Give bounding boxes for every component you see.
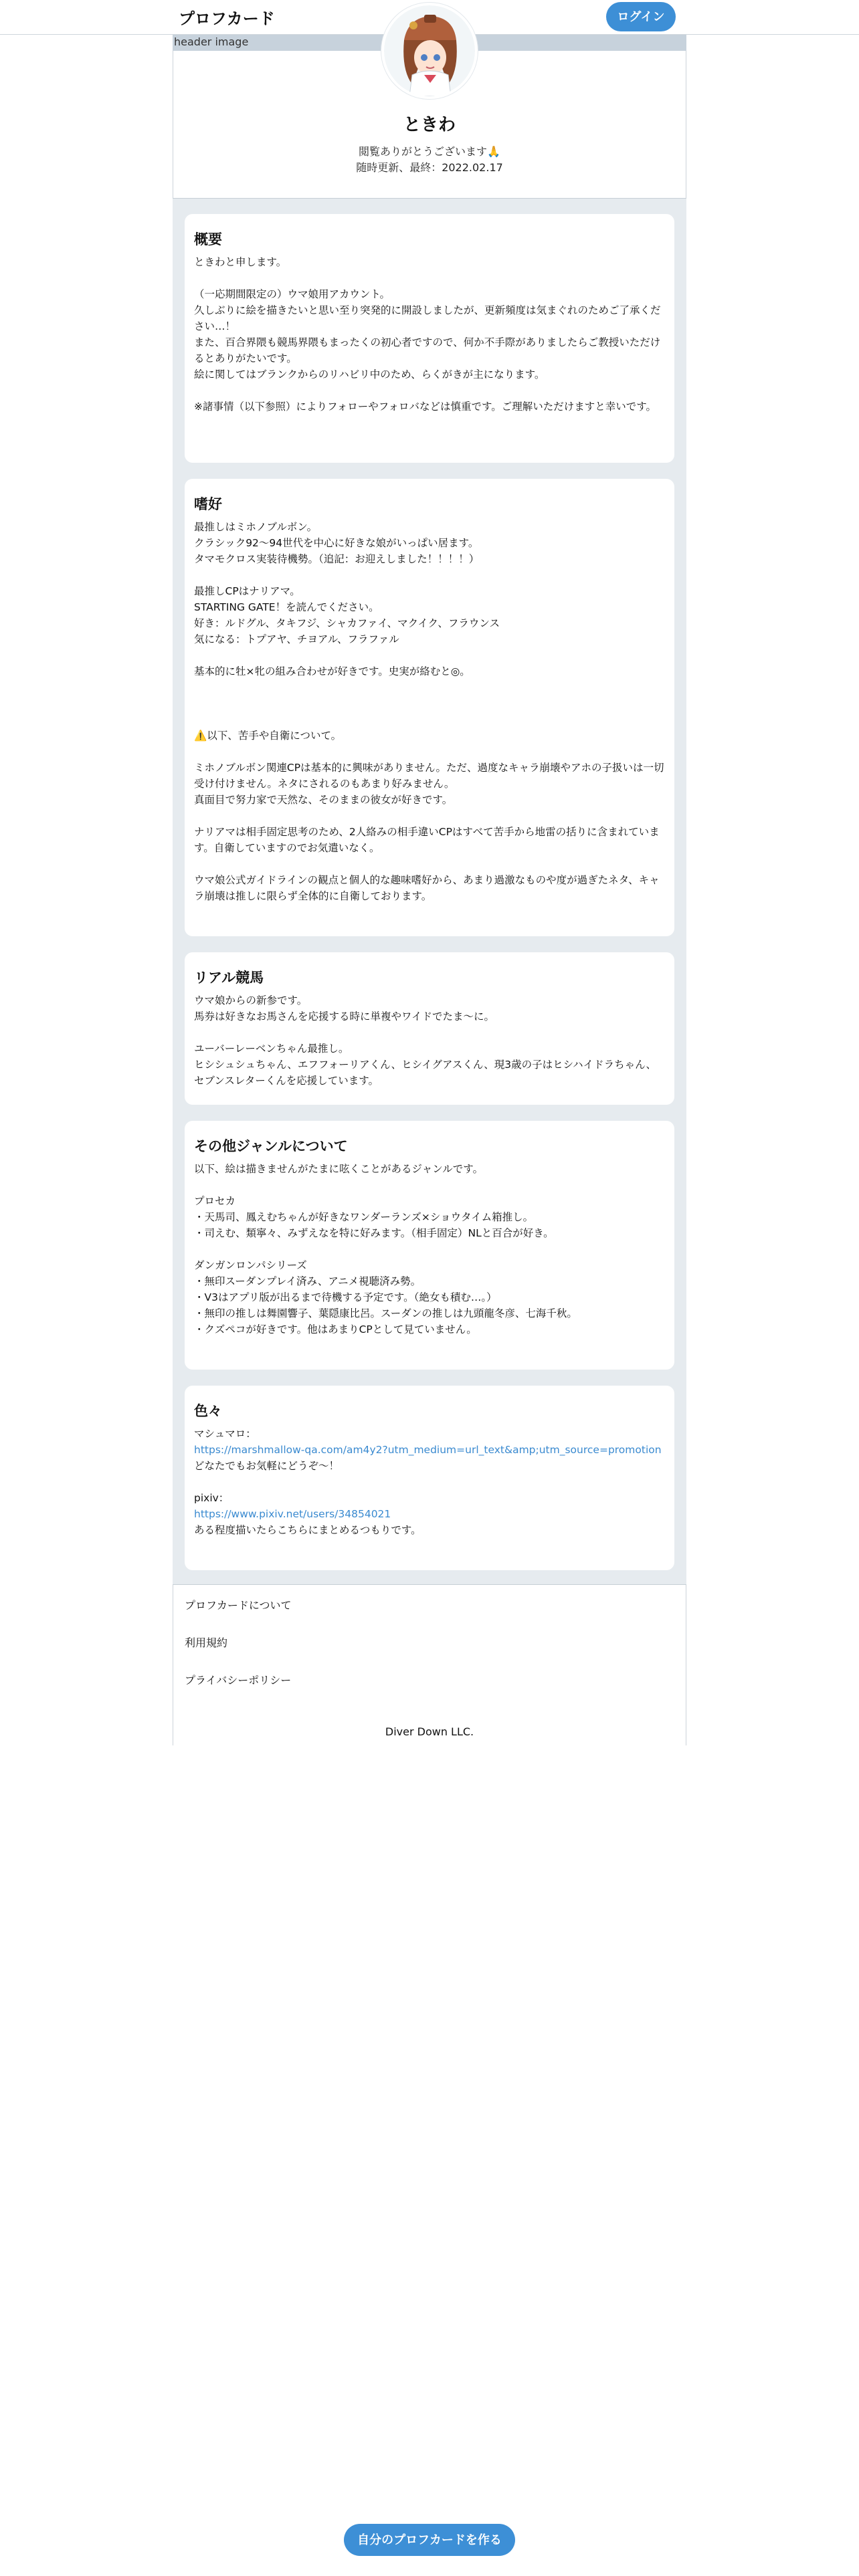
app-title[interactable]: プロフカード [179,9,275,28]
section-title: その他ジャンルについて [194,1138,348,1154]
spacer [194,1474,665,1490]
section-misc [185,1386,674,1570]
anime-girl-avatar-icon [384,5,475,96]
section-title: 色々 [194,1403,222,1419]
section-title: リアル競馬 [194,970,264,986]
section-body: 以下、絵は描きませんがたまに呟くことがあるジャンルです。 プロセカ ・天馬司、鳳えむちゃんが好きなワンダーランズ×ショウタイム箱推し。 ・司えむ、類寧々、みずえなを特に好みます。（相手固定）NLと百合が好き。 ダンガンロンパシリーズ ・無印スーダンプレイ済み、アニメ視聴済み勢。 ・V3はアプリ版が出るまで待機する予定です。（絶女も積む…。） ・無印の推しは舞園響子、葉隠康比呂。スーダンの推しは九頭龍冬彦、七海千秋。 ・クズペコが好きです。他はあまりCPとして見ていません。 [194,1163,577,1335]
login-button[interactable]: ログイン [606,2,676,31]
section-body: ウマ娘からの新参です。 馬券は好きなお馬さんを応援する時に単複やワイドでたま〜に。 ユーバーレーベンちゃん最推し。 ヒシシュシュちゃん、エフフォーリアくん、ヒシイグアスくん、現3歳の子はヒシハイドラちゃん、セブンスレターくんを応援しています。 [194,994,657,1087]
section-title: 嗜好 [194,496,222,512]
marshmallow-label: マシュマロ： [194,1428,256,1440]
section-real-racing [185,952,674,1105]
profile-update-date: 随時更新、最終：2022.02.17 [356,161,503,174]
marshmallow-link[interactable]: https://marshmallow-qa.com/am4y2?utm_medium=url_text&amp;utm_source=promotion [194,1444,662,1456]
profile-name: ときわ [403,115,456,135]
section-overview [185,214,674,463]
section-body: 最推しはミホノブルボン。 クラシック92〜94世代を中心に好きな娘がいっぱい居ます。 タマモクロス実装待機勢。（追記：お迎えしました！！！！） 最推しCPはナリアマ。 STARTING GATE！を読んでください。 好き：ルドグル、タキフジ、シャカファイ、マクイク、フラウンス 気になる：トプアヤ、チヨアル、フラファル 基本的に牡×牝の組み合わせが好きです。史実が絡むと◎。 ⚠️以下、苦手や自衛について。 ミホノブルボン関連CPは基本的に興味がありません。ただ、過度なキャラ崩壊やアホの子扱いは一切受け付けません。ネタにされるのもあまり好みません。 真面目で努力家で天然な、そのままの彼女が好きです。 ナリアマは相手固定思考のため、2人絡みの相手違いCPはすべて苦手から地雷の括りに含まれています。自衛していますのでお気遣いなく。 ウマ娘公式ガイドラインの観点と個人的な趣味嗜好から、あまり過激なものや度が過ぎたネタ、キャラ崩壊は推しに限らず全体的に自衛しております。 [194,521,664,902]
pixiv-label: pixiv： [194,1492,229,1504]
profile-bio: 閲覧ありがとうございます🙏 [359,145,500,158]
header-image-alt: header image [174,35,249,48]
section-other-genres [185,1121,674,1370]
pixiv-link[interactable]: https://www.pixiv.net/users/34854021 [194,1508,391,1520]
create-profile-card-button[interactable]: 自分のプロフカードを作る [344,2524,515,2556]
section-title: 概要 [194,231,222,247]
footer-terms-link[interactable]: 利用規約 [185,1636,228,1649]
pixiv-note: ある程度描いたらこちらにまとめるつもりです。 [194,1524,421,1536]
company-name: Diver Down LLC. [385,1725,474,1738]
footer-privacy-link[interactable]: プライバシーポリシー [185,1674,292,1687]
section-body: ときわと申します。 （一応期間限定の）ウマ娘用アカウント。 久しぶりに絵を描きたいと思い至り突発的に開設しましたが、更新頻度は気まぐれのためご了承ください…！ また、百合界隈も競馬界隈もまったくの初心者ですので、何か不手際がありましたらご教授いただけるとありがたいです。 絵に関してはブランクからのリハビリ中のため、らくがきが主になります。 ※諸事情（以下参照）によりフォローやフォロバなどは慎重です。ご理解いただけますと幸いです。 [194,256,661,413]
section-preferences [185,479,674,936]
marshmallow-note: どなたでもお気軽にどうぞ〜！ [194,1460,340,1472]
avatar [381,3,478,99]
footer-about-link[interactable]: プロフカードについて [185,1599,292,1612]
